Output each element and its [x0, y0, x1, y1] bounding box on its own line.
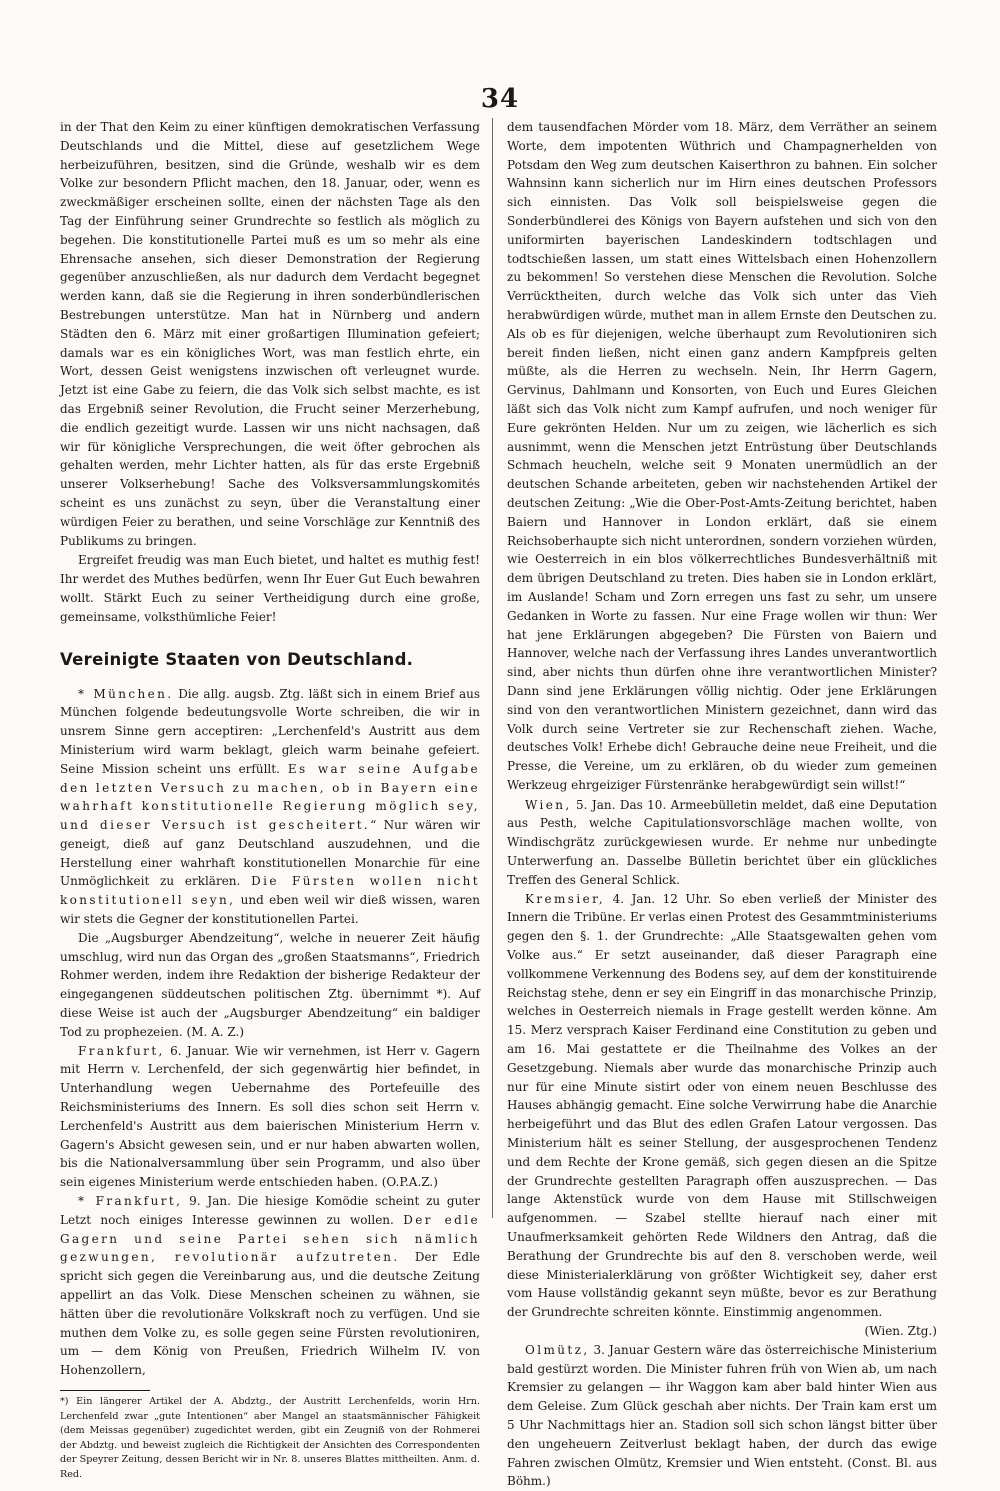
kremsier-report: Kremsier, 4. Jan. 12 Uhr. So eben verließ der Minister des Innern die Tribüne. Er verlas einen Protest des Gesammtministeriums gegen den §. 1. der Grundrechte: „Alle Staatsgewalten gehen vom Volke aus.“ Er setzt auseinander, daß dieser Paragraph eine vollkommene Verkennung des Bodens sey, auf dem der konstituirende Reichstag stehe, denn er sey ein Eingriff in das monarchische Prinzip, welches in Oesterreich niemals in Frage gestellt werden könne. Am 15. Merz versprach Kaiser Ferdinand eine Constitution zu geben und am 16. Mai gestattete er die Theilnahme des Volkes an der Gesetzgebung. Niemals aber wurde das monarchische Prinzip auch nur für eine Minute sistirt oder von einem neuen Beschlusse des Hauses abhängig gemacht. Eine solche Verwirrung habe die Anarchie herbeigeführt und das Blut des edlen Grafen Latour vergossen. Das Ministerium hält es seiner Stellung, der ausgesprochenen Tendenz und dem Rechte der Krone gemäß, sich gegen diesen an die Spitze der Grundrechte gestellten Paragraph offen auszusprechen. — Das lange Aktenstück wurde von dem Hause mit Stillschweigen aufgenommen. — Szabel stellte hierauf nach einer mit Unaufmerksamkeit gehörten Rede Wildners den Antrag, daß die Berathung der Grundrechte bis auf den 8. verschoben werde, weil diese Ministerialerklärung von größter Wichtigkeit sey, daher erst vom Hause vollständig gekannt seyn müßte, bevor es zur Berathung der Grundrechte schreiten könnte. Einstimmig angenommen.	[507, 891, 937, 1320]
dateline-olmuetz: Olmütz,	[525, 1342, 590, 1357]
spaced-emphasis: Die Fürsten wollen nicht konstitutionell seyn,	[60, 874, 480, 908]
frankfurt-report-1: Frankfurt, 6. Januar. Wie wir vernehmen, ist Herr v. Gagern mit Herrn v. Lerchenfeld, der sich gegenwärtig hier befindet, in Unterhandlung wegen Uebernahme des Portefeuille des Reichsministeriums des Innern. Es soll dies schon seit Herrn v. Lerchenfeld's Austritt aus dem baierischen Ministerium Herrn v. Gagern's Absicht gewesen sein, und er nur haben abwarten wollen, bis die Nationalversammlung über sein Programm, und also über sein eigenes Ministerium werde entschieden haben. (O.P.A.Z.)	[60, 1043, 480, 1190]
spaced-emphasis: Der edle Gagern und seine Partei sehen sich nämlich gezwungen, revolutionär aufzutreten.	[60, 1212, 480, 1265]
dateline-muenchen: * München.	[78, 686, 174, 701]
left-column	[60, 118, 480, 1483]
augsburger-abendzeitung-paragraph: Die „Augsburger Abendzeitung“, welche in neuerer Zeit häufig umschlug, wird nun das Organ des „großen Staatsmanns“, Friedrich Rohmer werden, indem ihre Redaktion der bisherige Redakteur der eingegangenen süddeutschen politischen Ztg. übernimmt *). Auf diese Weise ist auch der „Augsburger Abendzeitung“ ein baldiger Tod zu prophezeien. (M. A. Z.)	[60, 930, 480, 1039]
dateline-wien: Wien,	[525, 797, 572, 812]
dateline-frankfurt: * Frankfurt,	[78, 1194, 183, 1209]
dateline-frankfurt: Frankfurt,	[78, 1043, 165, 1058]
vienna-report: Wien, 5. Jan. Das 10. Armeebülletin meldet, daß eine Deputation aus Pesth, welche Capitulationsvorschläge machen wollte, von Windischgrätz zurückgewiesen wurde. Er nehme nur unbedingte Unterwerfung an. Dasselbe Bülletin berichtet über ein glückliches Treffen des General Schlick.	[507, 797, 937, 887]
footnote: *) Ein längerer Artikel der A. Abdztg., der Austritt Lerchenfelds, worin Hrn. Lerchenfeld zwar „gute Intentionen“ aber Mangel an staatsmännischer Fähigkeit (dem Meissas gegenüber) zugedichtet werden, gibt ein Zeugniß von der Rohmerei der Abdztg. und beweist zugleich die Richtigkeit der Ansichten des Correspondenten der Speyrer Zeitung, dessen Bericht wir in Nr. 8. unseres Blattes mittheilten. Anm. d. Red.	[60, 1396, 481, 1480]
munich-report: * München. Die allg. augsb. Ztg. läßt sich in einem Brief aus München folgende bedeutungsvolle Worte schreiben, die wir in unsrem Sinne gern acceptiren: „Lerchenfeld's Austritt aus dem Ministerium wird warm beklagt, gleich warm beinahe gefeiert. Seine Mission scheint uns erfüllt. Es war seine Aufgabe den letzten Versuch zu machen, ob in Bayern eine wahrhaft konstitutionelle Regierung möglich sey, und dieser Versuch ist gescheitert.“ Nur wären wir geneigt, dieß auf ganz Deutschland auszudehnen, und die Herstellung einer wahrhaft konstitutionellen Monarchie für eine Unmöglichkeit zu erklären. Die Fürsten wollen nicht konstitutionell seyn, und eben weil wir dieß wissen, waren wir stets die Gegner der konstitutionellen Partei.	[60, 686, 481, 927]
column-rule	[492, 118, 493, 1218]
footnote-rule	[60, 1390, 150, 1391]
dateline-kremsier: Kremsier,	[525, 891, 606, 906]
right-column	[507, 118, 937, 1491]
page-number: 34	[480, 84, 520, 114]
article-continuation-paragraph: in der That den Keim zu einer künftigen demokratischen Verfassung Deutschlands und die Mittel, diese auf gesetzlichem Wege herbeizuführen, besitzen, sind die Gründe, weshalb wir es dem Volke zur besondern Pflicht machen, den 18. Januar, oder, wenn es zweckmäßiger erscheinen sollte, einen der nächsten Tage als den Tag der Einführung seiner Grundrechte so festlich als möglich zu begehen. Die konstitutionelle Partei muß es um so mehr als eine Ehrensache ansehen, sich dieser Demonstration der Regierung gegenüber anzuschließen, als nur dadurch dem Verdacht begegnet werden kann, daß sie die Regierung in ihren sonderbündlerischen Bestrebungen unterstütze. Man hat in Nürnberg und andern Städten den 6. März mit einer großartigen Illumination gefeiert; damals war es ein königliches Wort, was man festlich ehrte, ein Wort, dessen Geist wenigstens inzwischen oft verleugnet wurde. Jetzt ist eine Gabe zu feiern, die das Volk sich selbst machte, es ist das Ergebniß seiner Revolution, die Frucht seiner Merzerhebung, die endlich gezeitigt wurde. Lassen wir uns nicht nachsagen, daß wir für königliche Versprechungen, die weit öfter gebrochen als gehalten werden, mehr Lichter hatten, als für das erste Ergebniß unserer Volkserhebung! Sache des Volksversammlungskomités scheint es uns zunächst zu seyn, über die Veranstaltung einer würdigen Feier zu berathen, und seine Vorschläge zur Kenntniß des Publikums zu bringen.	[60, 120, 480, 548]
appeal-paragraph: Ergreifet freudig was man Euch bietet, und haltet es muthig fest! Ihr werdet des Muthes bedürfen, wenn Ihr Euer Gut Euch bewahren wollt. Stärkt Euch zu seiner Vertheidigung durch eine große, gemeinsame, volksthümliche Feier!	[60, 553, 480, 624]
article-continuation-paragraph: dem tausendfachen Mörder vom 18. März, dem Verräther an seinem Worte, dem impotenten Wüthrich und Champagnerhelden von Potsdam den Weg zum deutschen Kaiserthron zu bahnen. Ein solcher Wahnsinn kann sicherlich nur im Hirn eines deutschen Professors sich einnisten. Das Volk soll beispielsweise gegen die Sonderbündlerei des Königs von Bayern aufstehen und sich von den uniformirten bayerischen Landeskindern todtschlagen und todtschießen lassen, um statt eines Wittelsbach einen Hohenzollern zu bekommen! So verstehen diese Menschen die Revolution. Solche Verrücktheiten, durch welche das Volk sich unter das Vieh herabwürdigen würde, muthet man in allem Ernste den Deutschen zu. Als ob es für diejenigen, welche überhaupt zum Revolutioniren sich bereit finden ließen, nicht einen ganz andern Kampfpreis gelten müßte, als die Herren zu wechseln. Nein, Ihr Herrn Gagern, Gervinus, Dahlmann und Konsorten, von Euch und Eures Gleichen läßt sich das Volk nicht zum Kampf aufrufen, und noch weniger für Eure gekrönten Helden. Nur um zu zeigen, wie lächerlich es sich ausnimmt, wenn die Menschen jetzt Entrüstung über Deutschlands Schmach heucheln, welche seit 9 Monaten unermüdlich an der deutschen Schande arbeiteten, geben wir nachstehenden Artikel der deutschen Zeitung: „Wie die Ober-Post-Amts-Zeitung berichtet, haben Baiern und Hannover in London erklärt, daß sie einem Reichsoberhaupte sich nicht unterordnen, sondern vorziehen würden, wie Oesterreich in ein blos völkerrechtliches Bundesverhältniß mit dem übrigen Deutschland zu treten. Dies haben sie in London erklärt, im Auslande! Scham und Zorn erregen uns fast zu sehr, um unsere Gedanken in Worte zu fassen. Nur eine Frage wollen wir thun: Wer hat jene Erklärungen abgegeben? Die Fürsten von Baiern und Hannover, welche nach der Verfassung ihres Landes unverantwortlich sind, aber nichts thun dürfen ohne ihre verantwortlichen Minister? Dann sind jene Erklärungen völlig nichtig. Oder jene Erklärungen sind von den verantwortlichen Ministern gezeichnet, dann wird das Volk durch seine Vertreter sie zur Rechenschaft ziehen. Wache, deutsches Volk! Erhebe dich! Gebrauche deine neue Freiheit, und die Presse, die Vereine, um zu erklären, ob du wieder zum gemeinen Werkzeug ehrgeiziger Fürstenränke herabgewürdigt sein willst!“	[507, 120, 937, 792]
section-heading: Vereinigte Staaten von Deutschland.	[60, 649, 414, 669]
spaced-emphasis: Es war seine Aufgabe den letzten Versuch zu machen, ob in Bayern eine wahrhaft konstitutionelle Regierung möglich sey, und dieser Versuch ist gescheitert.	[60, 761, 481, 833]
frankfurt-report-2: * Frankfurt, 9. Jan. Die hiesige Komödie scheint zu guter Letzt noch einiges Interesse gewinnen zu wollen. Der edle Gagern und seine Partei sehen sich nämlich gezwungen, revolutionär aufzutreten. Der Edle spricht sich gegen die Vereinbarung aus, und die deutsche Zeitung appellirt an das Volk. Diese Menschen scheinen zu wähnen, sie hätten über die revolutionäre Volkskraft noch zu verfügen. Und sie muthen dem Volke zu, es solle gegen seine Fürsten revolutioniren, um — dem König von Preußen, Friedrich Wilhelm IV. von Hohenzollern,	[60, 1194, 481, 1378]
source-credit: (Wien. Ztg.)	[864, 1324, 937, 1338]
olmuetz-report: Olmütz, 3. Januar Gestern wäre das österreichische Ministerium bald gestürzt worden. Die Minister fuhren früh von Wien ab, um nach Kremsier zu gelangen — ihr Waggon kam aber bald hinter Wien aus dem Geleise. Zum Glück geschah aber nichts. Der Train kam erst um 5 Uhr Nachmittags hier an. Stadion soll sich schon längst bitter über den ungeheuern Zeitverlust beklagt haben, der durch das ewige Fahren zwischen Olmütz, Kremsier und Wien entsteht. (Const. Bl. aus Böhm.)	[507, 1342, 937, 1489]
footnote-signature: Anm. d. Red.	[60, 1454, 481, 1480]
